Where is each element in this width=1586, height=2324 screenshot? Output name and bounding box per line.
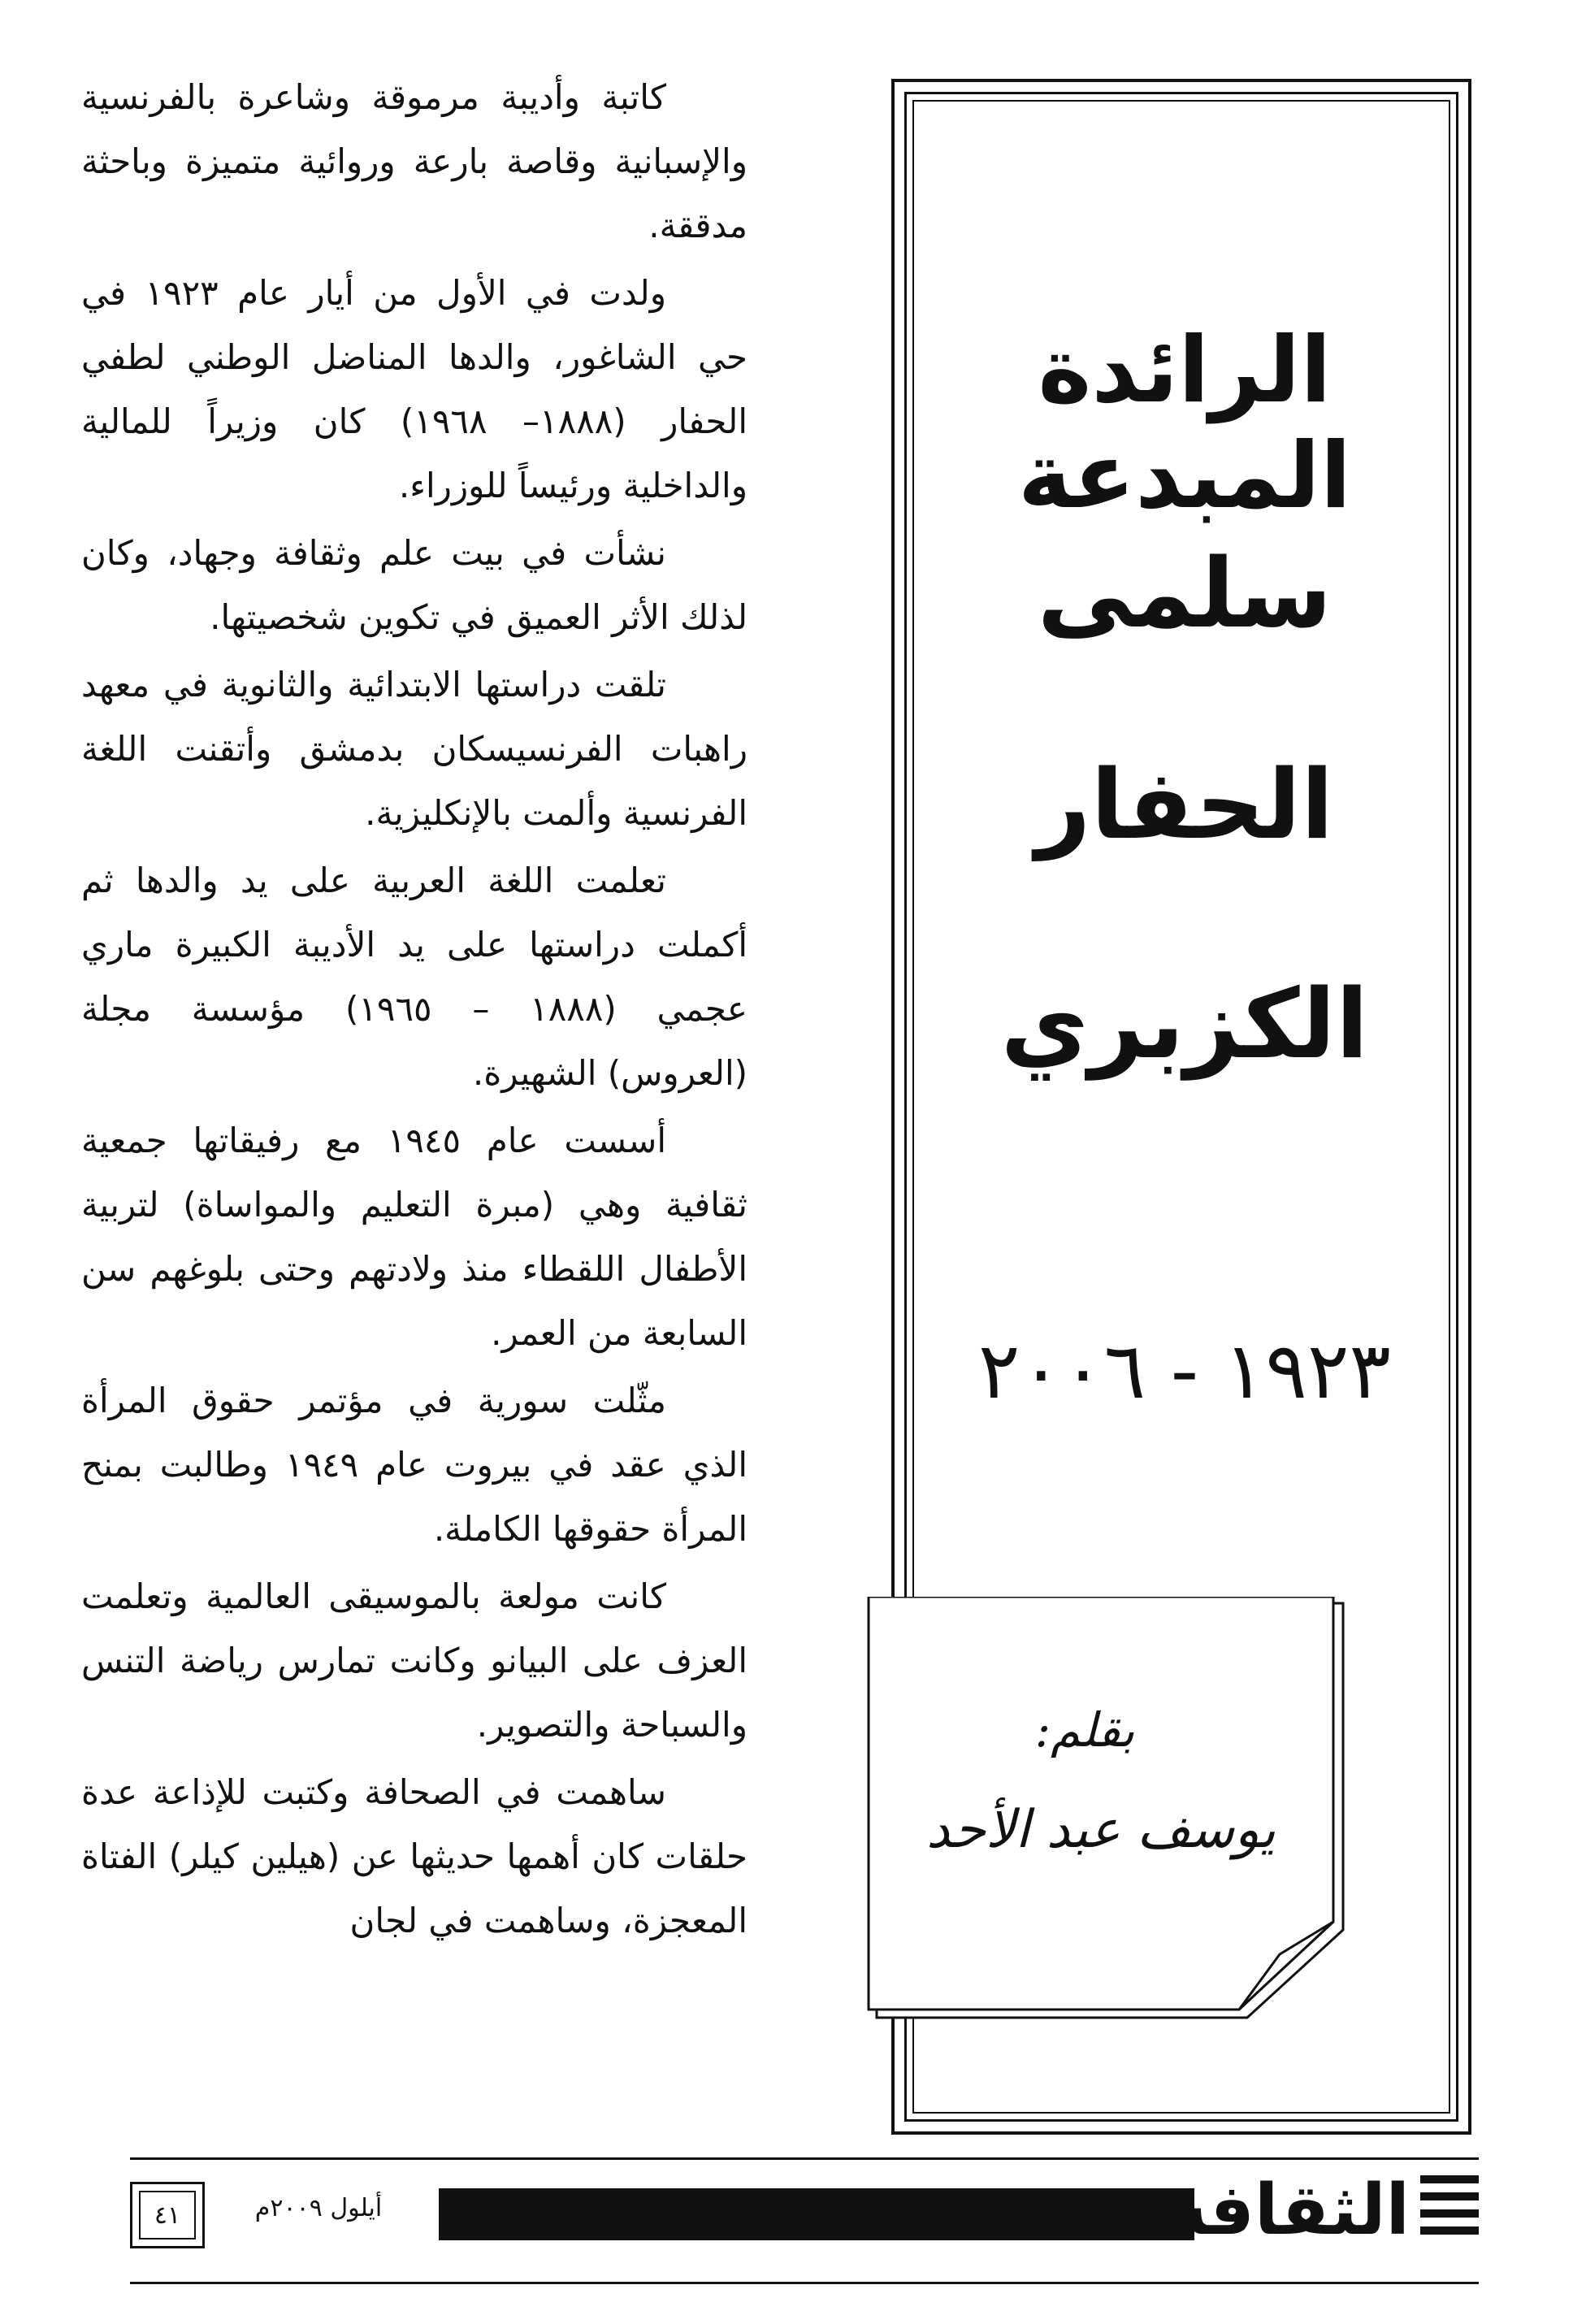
life-years: ١٩٢٣ - ٢٠٠٦ — [977, 1325, 1392, 1416]
paragraph: ولدت في الأول من أيار عام ١٩٢٣ في حي الشاغور، والدها المناضل الوطني لطفي الحفار (١٨٨٨– ١٩٦٨) كان وزيراً للمالية والداخلية ورئيساً للوزراء. — [81, 273, 748, 505]
title-line-pioneer: الرائدة المبدعة — [1017, 318, 1352, 529]
paragraph: تعلمت اللغة العربية على يد والدها ثم أكملت دراستها على يد الأديبة الكبيرة ماري عجمي (١٨٨٨ – ١٩٦٥) مؤسسة مجلة (العروس) الشهيرة. — [81, 861, 748, 1093]
paragraph: ساهمت في الصحافة وكتبت للإذاعة عدة حلقات كان أهمها حديثها عن (هيلين كيلر) الفتاة المعجزة، وساهمت في لجان — [81, 1772, 748, 1940]
logo-stripes — [1420, 2175, 1479, 2253]
paragraph: مثّلت سورية في مؤتمر حقوق المرأة الذي عقد في بيروت عام ١٩٤٩ وطالبت بمنح المرأة حقوقها الكاملة. — [81, 1381, 748, 1549]
paragraph: كاتبة وأديبة مرموقة وشاعرة بالفرنسية والإسبانية وقاصة بارعة وروائية متميزة وباحثة مدققة. — [81, 77, 748, 245]
footer-bottom-rule — [130, 2282, 1479, 2284]
page-number-box — [130, 2182, 205, 2248]
paragraph: تلقت دراستها الابتدائية والثانوية في معهد راهبات الفرنسيسكان بدمشق وأتقنت اللغة الفرنسية وألمت بالإنكليزية. — [81, 665, 748, 833]
author-by-label: بقلم: — [1034, 1702, 1135, 1758]
footer-top-rule — [130, 2157, 1479, 2160]
magazine-logo: الثقافة — [1166, 2170, 1410, 2251]
issue-date: أيلول ٢٠٠٩م — [254, 2194, 383, 2222]
paragraph: كانت مولعة بالموسيقى العالمية وتعلمت العزف على البيانو وكانت تمارس رياضة التنس والسباحة والتصوير. — [81, 1576, 748, 1745]
title-line-family-name: الحفار — [1035, 748, 1334, 861]
author-name: يوسف عبد الأحد — [926, 1800, 1276, 1860]
footer-black-bar — [439, 2188, 1194, 2240]
title-line-married-name: الكزبري — [1000, 968, 1369, 1080]
author-note — [865, 1597, 1345, 2019]
paragraph: نشأت في بيت علم وثقافة وجهاد، وكان لذلك الأثر العميق في تكوين شخصيتها. — [81, 533, 748, 637]
title-line-first-name: سلمى — [1037, 537, 1332, 649]
page-number: ٤١ — [139, 2191, 196, 2239]
article-body — [81, 65, 748, 2129]
paragraph: أسست عام ١٩٤٥ مع رفيقاتها جمعية ثقافية وهي (مبرة التعليم والمواساة) لتربية الأطفال اللقطاء منذ ولادتهم وحتى بلوغهم سن السابعة من العمر. — [81, 1121, 748, 1353]
